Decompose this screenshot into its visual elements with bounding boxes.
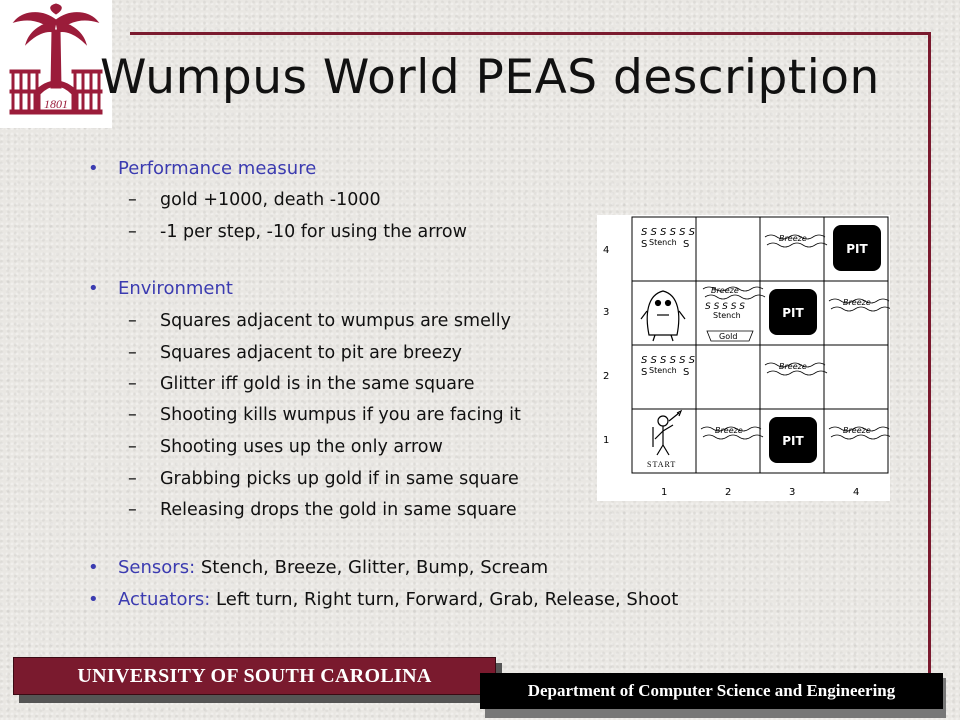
svg-text:Stench: Stench [649,238,677,247]
bullet-dot: • [88,589,99,610]
start-label: START [647,460,677,469]
svg-text:Breeze: Breeze [779,234,807,243]
svg-text:S: S [683,367,690,378]
gold-icon [707,331,753,341]
row-label: 1 [603,435,610,446]
svg-text:Breeze: Breeze [715,426,743,435]
svg-text:Breeze: Breeze [843,426,871,435]
slide-frame-top [130,32,931,35]
bullet-actuators: • Actuators: Left turn, Right turn, Forward, Grab, Release, Shoot [88,589,679,610]
svg-text:S: S [641,367,648,378]
bullet-environment-label: Environment [118,278,233,299]
stench-cell-1-4 [641,227,696,250]
svg-text:PIT: PIT [782,434,804,448]
col-label: 3 [789,487,796,498]
pit-cell-3-1 [769,417,817,463]
sub-item: – Squares adjacent to pit are breezy [128,343,462,363]
bullet-dot: • [88,278,99,299]
row-label: 2 [603,371,610,382]
row-label: 4 [603,245,610,256]
sub-item: – -1 per step, -10 for using the arrow [128,222,467,242]
svg-text:S S S S S S: S S S S S S [641,355,695,366]
svg-text:Stench: Stench [713,311,741,320]
svg-text:S: S [683,239,690,250]
svg-text:Breeze: Breeze [711,286,739,295]
sub-item: – Releasing drops the gold in same square [128,500,517,520]
svg-text:S S S S S S: S S S S S S [641,227,695,238]
wumpus-monster-icon [641,291,685,341]
row-label: 3 [603,307,610,318]
bullet-sensors: • Sensors: Stench, Breeze, Glitter, Bump, Scream [88,557,549,578]
pit-cell-3-3 [769,289,817,335]
bullet-performance-label: Performance measure [118,158,317,179]
wumpus-world-grid [597,215,890,501]
bullet-performance [88,158,316,179]
footer-university-banner: UNIVERSITY OF SOUTH CAROLINA [13,657,496,695]
col-label: 2 [725,487,732,498]
footer-department-banner: Department of Computer Science and Engineering [480,673,943,709]
breeze-cell-2-1 [701,426,763,439]
palmetto-tree-logo [0,0,112,128]
sub-item: – gold +1000, death -1000 [128,190,381,210]
stench-cell-1-2 [641,355,696,378]
bullet-environment [88,278,233,299]
svg-text:S: S [641,239,648,250]
breeze-cell-4-3 [829,298,890,311]
sub-item: – Shooting kills wumpus if you are facing it [128,405,521,425]
slide-title: Wumpus World PEAS description [100,50,880,105]
breeze-cell-4-1 [829,426,890,439]
cell-2-3 [703,286,765,341]
svg-text:S S S S S: S S S S S [705,302,746,312]
agent-with-arrow-icon [653,411,681,455]
bullet-dot: • [88,158,99,179]
sub-item: – Shooting uses up the only arrow [128,437,443,457]
sub-item: – Grabbing picks up gold if in same square [128,469,519,489]
sub-item: – Glitter iff gold is in the same square [128,374,475,394]
svg-text:PIT: PIT [846,242,868,256]
breeze-cell-3-2 [765,362,827,375]
svg-text:PIT: PIT [782,306,804,320]
svg-text:Breeze: Breeze [779,362,807,371]
sub-item: – Squares adjacent to wumpus are smelly [128,311,511,331]
col-label: 4 [853,487,860,498]
svg-text:Gold: Gold [719,332,738,341]
bullet-dot: • [88,557,99,578]
svg-text:Breeze: Breeze [843,298,871,307]
svg-text:1801: 1801 [44,97,68,111]
col-label: 1 [661,487,668,498]
breeze-cell-3-4 [765,234,827,247]
pit-cell-4-4 [833,225,881,271]
slide-frame-right [928,32,931,682]
svg-text:Stench: Stench [649,366,677,375]
